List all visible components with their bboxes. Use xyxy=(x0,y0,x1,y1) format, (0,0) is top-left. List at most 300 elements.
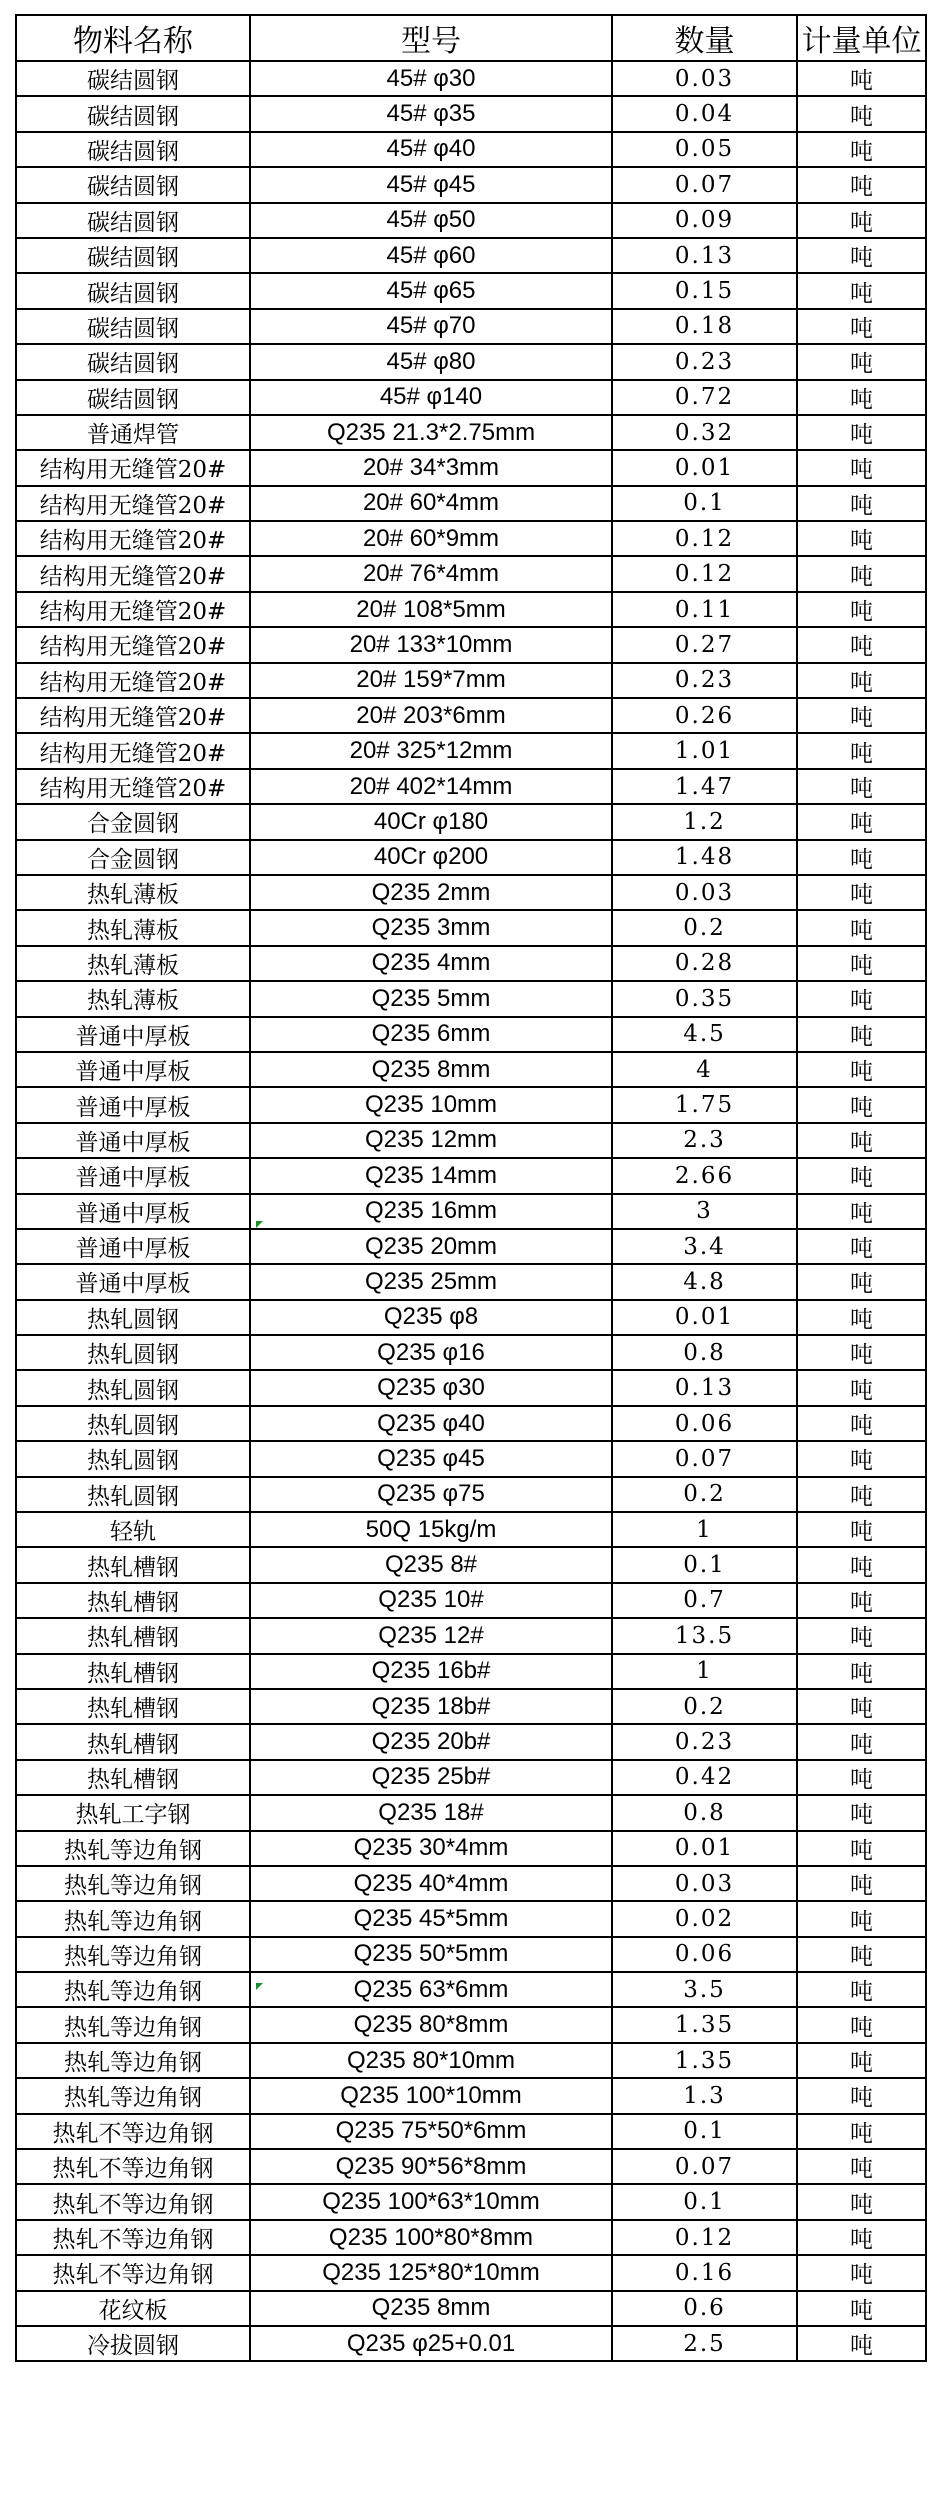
cell-unit[interactable]: 吨 xyxy=(797,698,926,733)
cell-quantity[interactable]: 0.2 xyxy=(612,1689,797,1724)
cell-quantity[interactable]: 1.2 xyxy=(612,804,797,839)
cell-quantity[interactable]: 0.1 xyxy=(612,2184,797,2219)
cell-spec[interactable]: Q235 40*4mm xyxy=(250,1866,612,1901)
cell-spec[interactable]: 20# 325*12mm xyxy=(250,733,612,768)
cell-quantity[interactable]: 0.16 xyxy=(612,2255,797,2290)
cell-spec[interactable]: Q235 75*50*6mm xyxy=(250,2114,612,2149)
cell-material-name[interactable]: 结构用无缝管20# xyxy=(16,698,250,733)
cell-unit[interactable]: 吨 xyxy=(797,486,926,521)
cell-spec[interactable]: Q235 8mm xyxy=(250,1052,612,1087)
cell-quantity[interactable]: 0.7 xyxy=(612,1583,797,1618)
cell-material-name[interactable]: 结构用无缝管20# xyxy=(16,627,250,662)
cell-material-name[interactable]: 热轧不等边角钢 xyxy=(16,2114,250,2149)
cell-quantity[interactable]: 4 xyxy=(612,1052,797,1087)
cell-material-name[interactable]: 热轧槽钢 xyxy=(16,1689,250,1724)
cell-spec[interactable]: 45# φ40 xyxy=(250,132,612,167)
cell-quantity[interactable]: 1.75 xyxy=(612,1087,797,1122)
table-row xyxy=(16,1724,926,1759)
cell-material-name[interactable]: 热轧槽钢 xyxy=(16,1654,250,1689)
cell-quantity[interactable]: 0.42 xyxy=(612,1760,797,1795)
cell-spec[interactable]: 20# 76*4mm xyxy=(250,556,612,591)
cell-quantity[interactable]: 0.27 xyxy=(612,627,797,662)
cell-spec[interactable]: Q235 18# xyxy=(250,1795,612,1830)
cell-quantity[interactable]: 0.6 xyxy=(612,2291,797,2326)
cell-unit[interactable]: 吨 xyxy=(797,1937,926,1972)
cell-spec[interactable]: 45# φ80 xyxy=(250,344,612,379)
table-row xyxy=(16,2007,926,2042)
table-row xyxy=(16,627,926,662)
cell-material-name[interactable]: 碳结圆钢 xyxy=(16,167,250,202)
cell-quantity[interactable]: 0.35 xyxy=(612,981,797,1016)
cell-spec[interactable]: 20# 60*4mm xyxy=(250,486,612,521)
cell-material-name[interactable]: 碳结圆钢 xyxy=(16,309,250,344)
cell-spec[interactable]: Q235 φ30 xyxy=(250,1370,612,1405)
cell-spec[interactable]: Q235 8# xyxy=(250,1547,612,1582)
cell-spec[interactable]: Q235 2mm xyxy=(250,875,612,910)
cell-quantity[interactable]: 0.23 xyxy=(612,1724,797,1759)
cell-material-name[interactable]: 热轧等边角钢 xyxy=(16,2078,250,2113)
cell-unit[interactable]: 吨 xyxy=(797,1264,926,1299)
cell-quantity[interactable]: 2.5 xyxy=(612,2326,797,2361)
cell-spec[interactable]: 40Cr φ200 xyxy=(250,840,612,875)
cell-spec[interactable]: 45# φ70 xyxy=(250,309,612,344)
cell-spec[interactable]: 20# 108*5mm xyxy=(250,592,612,627)
cell-spec[interactable]: 45# φ65 xyxy=(250,273,612,308)
cell-unit[interactable]: 吨 xyxy=(797,1831,926,1866)
cell-unit[interactable]: 吨 xyxy=(797,875,926,910)
cell-material-name[interactable]: 热轧槽钢 xyxy=(16,1618,250,1653)
cell-quantity[interactable]: 0.09 xyxy=(612,203,797,238)
cell-material-name[interactable]: 热轧圆钢 xyxy=(16,1370,250,1405)
cell-spec[interactable]: Q235 20mm xyxy=(250,1229,612,1264)
table-row xyxy=(16,1654,926,1689)
cell-unit[interactable]: 吨 xyxy=(797,804,926,839)
table-row xyxy=(16,2043,926,2078)
cell-spec[interactable]: Q235 3mm xyxy=(250,910,612,945)
table-row xyxy=(16,592,926,627)
cell-quantity[interactable]: 0.23 xyxy=(612,663,797,698)
cell-spec[interactable]: Q235 100*80*8mm xyxy=(250,2220,612,2255)
cell-quantity[interactable]: 0.8 xyxy=(612,1795,797,1830)
cell-unit[interactable]: 吨 xyxy=(797,344,926,379)
cell-quantity[interactable]: 0.12 xyxy=(612,556,797,591)
cell-spec[interactable]: Q235 80*10mm xyxy=(250,2043,612,2078)
cell-unit[interactable]: 吨 xyxy=(797,1901,926,1936)
cell-spec[interactable]: 20# 34*3mm xyxy=(250,450,612,485)
cell-unit[interactable]: 吨 xyxy=(797,1618,926,1653)
cell-quantity[interactable]: 0.72 xyxy=(612,380,797,415)
cell-spec[interactable]: Q235 φ75 xyxy=(250,1477,612,1512)
cell-quantity[interactable]: 1.01 xyxy=(612,733,797,768)
cell-material-name[interactable]: 热轧等边角钢 xyxy=(16,1831,250,1866)
cell-unit[interactable]: 吨 xyxy=(797,238,926,273)
cell-spec[interactable]: 20# 133*10mm xyxy=(250,627,612,662)
cell-quantity[interactable]: 0.28 xyxy=(612,946,797,981)
cell-material-name[interactable]: 热轧薄板 xyxy=(16,946,250,981)
cell-spec[interactable]: Q235 8mm xyxy=(250,2291,612,2326)
cell-quantity[interactable]: 0.03 xyxy=(612,875,797,910)
cell-quantity[interactable]: 4.8 xyxy=(612,1264,797,1299)
cell-spec[interactable]: Q235 25b# xyxy=(250,1760,612,1795)
cell-unit[interactable]: 吨 xyxy=(797,910,926,945)
cell-spec[interactable]: 20# 203*6mm xyxy=(250,698,612,733)
cell-spec[interactable]: Q235 φ8 xyxy=(250,1300,612,1335)
cell-spec[interactable]: Q235 14mm xyxy=(250,1158,612,1193)
cell-comment-marker xyxy=(256,1983,263,1990)
cell-material-name[interactable]: 热轧薄板 xyxy=(16,910,250,945)
cell-material-name[interactable]: 结构用无缝管20# xyxy=(16,769,250,804)
cell-material-name[interactable]: 普通中厚板 xyxy=(16,1017,250,1052)
cell-material-name[interactable]: 碳结圆钢 xyxy=(16,96,250,131)
cell-material-name[interactable]: 碳结圆钢 xyxy=(16,344,250,379)
table-row xyxy=(16,1547,926,1582)
cell-material-name[interactable]: 结构用无缝管20# xyxy=(16,521,250,556)
table-row xyxy=(16,1689,926,1724)
cell-spec[interactable]: Q235 6mm xyxy=(250,1017,612,1052)
cell-material-name[interactable]: 碳结圆钢 xyxy=(16,238,250,273)
header-material-name[interactable]: 物料名称 xyxy=(16,15,250,61)
cell-unit[interactable]: 吨 xyxy=(797,1370,926,1405)
cell-unit[interactable]: 吨 xyxy=(797,2043,926,2078)
cell-unit[interactable]: 吨 xyxy=(797,1335,926,1370)
cell-unit[interactable]: 吨 xyxy=(797,1795,926,1830)
cell-unit[interactable]: 吨 xyxy=(797,1512,926,1547)
cell-unit[interactable]: 吨 xyxy=(797,1406,926,1441)
cell-unit[interactable]: 吨 xyxy=(797,1087,926,1122)
cell-unit[interactable]: 吨 xyxy=(797,203,926,238)
cell-material-name[interactable]: 碳结圆钢 xyxy=(16,380,250,415)
cell-unit[interactable]: 吨 xyxy=(797,1654,926,1689)
cell-spec[interactable]: 50Q 15kg/m xyxy=(250,1512,612,1547)
cell-quantity[interactable]: 0.07 xyxy=(612,2149,797,2184)
cell-spec[interactable]: Q235 12mm xyxy=(250,1123,612,1158)
cell-quantity[interactable]: 3.4 xyxy=(612,1229,797,1264)
cell-unit[interactable]: 吨 xyxy=(797,556,926,591)
cell-spec[interactable]: Q235 45*5mm xyxy=(250,1901,612,1936)
cell-unit[interactable]: 吨 xyxy=(797,840,926,875)
cell-quantity[interactable]: 0.12 xyxy=(612,2220,797,2255)
cell-material-name[interactable]: 热轧薄板 xyxy=(16,981,250,1016)
cell-unit[interactable]: 吨 xyxy=(797,946,926,981)
cell-spec[interactable]: Q235 80*8mm xyxy=(250,2007,612,2042)
cell-quantity[interactable]: 1.48 xyxy=(612,840,797,875)
cell-quantity[interactable]: 0.1 xyxy=(612,486,797,521)
table-row xyxy=(16,1194,926,1229)
cell-unit[interactable]: 吨 xyxy=(797,2078,926,2113)
table-row xyxy=(16,132,926,167)
cell-unit[interactable]: 吨 xyxy=(797,2184,926,2219)
table-row xyxy=(16,804,926,839)
table-row xyxy=(16,521,926,556)
cell-unit[interactable]: 吨 xyxy=(797,132,926,167)
cell-unit[interactable]: 吨 xyxy=(797,1052,926,1087)
cell-spec[interactable]: Q235 10mm xyxy=(250,1087,612,1122)
table-row xyxy=(16,1087,926,1122)
cell-quantity[interactable]: 0.03 xyxy=(612,1866,797,1901)
cell-spec[interactable]: Q235 16mm xyxy=(250,1194,612,1229)
cell-material-name[interactable]: 花纹板 xyxy=(16,2291,250,2326)
cell-material-name[interactable]: 热轧等边角钢 xyxy=(16,1972,250,2007)
cell-material-name[interactable]: 碳结圆钢 xyxy=(16,132,250,167)
cell-material-name[interactable]: 热轧圆钢 xyxy=(16,1406,250,1441)
cell-spec[interactable]: 20# 159*7mm xyxy=(250,663,612,698)
table-row xyxy=(16,1264,926,1299)
table-row xyxy=(16,96,926,131)
cell-spec[interactable]: Q235 20b# xyxy=(250,1724,612,1759)
cell-quantity[interactable]: 0.1 xyxy=(612,1547,797,1582)
cell-spec[interactable]: 20# 60*9mm xyxy=(250,521,612,556)
table-row xyxy=(16,2184,926,2219)
cell-unit[interactable]: 吨 xyxy=(797,61,926,96)
cell-spec[interactable]: 45# φ45 xyxy=(250,167,612,202)
cell-spec[interactable]: Q235 12# xyxy=(250,1618,612,1653)
cell-material-name[interactable]: 普通中厚板 xyxy=(16,1264,250,1299)
table-row xyxy=(16,875,926,910)
cell-quantity[interactable]: 0.01 xyxy=(612,1300,797,1335)
table-row xyxy=(16,1831,926,1866)
cell-material-name[interactable]: 热轧圆钢 xyxy=(16,1477,250,1512)
table-row xyxy=(16,2114,926,2149)
cell-quantity[interactable]: 0.8 xyxy=(612,1335,797,1370)
cell-unit[interactable]: 吨 xyxy=(797,1760,926,1795)
cell-unit[interactable]: 吨 xyxy=(797,450,926,485)
cell-material-name[interactable]: 结构用无缝管20# xyxy=(16,663,250,698)
cell-unit[interactable]: 吨 xyxy=(797,415,926,450)
cell-quantity[interactable]: 1.3 xyxy=(612,2078,797,2113)
cell-unit[interactable]: 吨 xyxy=(797,981,926,1016)
cell-spec[interactable]: Q235 21.3*2.75mm xyxy=(250,415,612,450)
cell-material-name[interactable]: 普通中厚板 xyxy=(16,1123,250,1158)
cell-spec[interactable]: Q235 4mm xyxy=(250,946,612,981)
cell-unit[interactable]: 吨 xyxy=(797,592,926,627)
cell-unit[interactable]: 吨 xyxy=(797,627,926,662)
cell-material-name[interactable]: 热轧等边角钢 xyxy=(16,2007,250,2042)
table-row xyxy=(16,273,926,308)
cell-material-name[interactable]: 热轧等边角钢 xyxy=(16,2043,250,2078)
cell-quantity[interactable]: 0.11 xyxy=(612,592,797,627)
cell-unit[interactable]: 吨 xyxy=(797,1300,926,1335)
table-row xyxy=(16,769,926,804)
cell-spec[interactable]: Q235 63*6mm xyxy=(250,1972,612,2007)
cell-material-name[interactable]: 热轧圆钢 xyxy=(16,1441,250,1476)
cell-quantity[interactable]: 0.18 xyxy=(612,309,797,344)
cell-unit[interactable]: 吨 xyxy=(797,96,926,131)
cell-material-name[interactable]: 碳结圆钢 xyxy=(16,203,250,238)
cell-unit[interactable]: 吨 xyxy=(797,1547,926,1582)
table-row xyxy=(16,1760,926,1795)
cell-material-name[interactable]: 碳结圆钢 xyxy=(16,61,250,96)
cell-quantity[interactable]: 0.06 xyxy=(612,1937,797,1972)
cell-material-name[interactable]: 冷拔圆钢 xyxy=(16,2326,250,2361)
cell-material-name[interactable]: 普通中厚板 xyxy=(16,1158,250,1193)
cell-quantity[interactable]: 0.02 xyxy=(612,1901,797,1936)
cell-quantity[interactable]: 3 xyxy=(612,1194,797,1229)
cell-quantity[interactable]: 1 xyxy=(612,1512,797,1547)
header-unit[interactable]: 计量单位 xyxy=(797,15,926,61)
cell-unit[interactable]: 吨 xyxy=(797,2149,926,2184)
cell-material-name[interactable]: 普通中厚板 xyxy=(16,1087,250,1122)
cell-material-name[interactable]: 结构用无缝管20# xyxy=(16,450,250,485)
cell-material-name[interactable]: 热轧等边角钢 xyxy=(16,1866,250,1901)
cell-quantity[interactable]: 0.01 xyxy=(612,1831,797,1866)
header-spec[interactable]: 型号 xyxy=(250,15,612,61)
cell-material-name[interactable]: 热轧不等边角钢 xyxy=(16,2149,250,2184)
cell-unit[interactable]: 吨 xyxy=(797,1229,926,1264)
cell-material-name[interactable]: 热轧薄板 xyxy=(16,875,250,910)
cell-unit[interactable]: 吨 xyxy=(797,1194,926,1229)
cell-material-name[interactable]: 热轧工字钢 xyxy=(16,1795,250,1830)
table-row xyxy=(16,698,926,733)
cell-spec[interactable]: 45# φ35 xyxy=(250,96,612,131)
table-row xyxy=(16,1512,926,1547)
cell-quantity[interactable]: 2.66 xyxy=(612,1158,797,1193)
cell-unit[interactable]: 吨 xyxy=(797,1477,926,1512)
cell-quantity[interactable]: 0.05 xyxy=(612,132,797,167)
cell-quantity[interactable]: 0.03 xyxy=(612,61,797,96)
cell-spec[interactable]: 45# φ60 xyxy=(250,238,612,273)
cell-spec[interactable]: Q235 16b# xyxy=(250,1654,612,1689)
cell-quantity[interactable]: 0.13 xyxy=(612,1370,797,1405)
cell-material-name[interactable]: 普通中厚板 xyxy=(16,1052,250,1087)
cell-material-name[interactable]: 热轧圆钢 xyxy=(16,1335,250,1370)
table-row xyxy=(16,1441,926,1476)
cell-material-name[interactable]: 结构用无缝管20# xyxy=(16,556,250,591)
cell-unit[interactable]: 吨 xyxy=(797,309,926,344)
cell-quantity[interactable]: 0.32 xyxy=(612,415,797,450)
cell-unit[interactable]: 吨 xyxy=(797,167,926,202)
cell-quantity[interactable]: 1 xyxy=(612,1654,797,1689)
cell-unit[interactable]: 吨 xyxy=(797,2220,926,2255)
cell-spec[interactable]: Q235 30*4mm xyxy=(250,1831,612,1866)
cell-quantity[interactable]: 0.15 xyxy=(612,273,797,308)
cell-material-name[interactable]: 热轧等边角钢 xyxy=(16,1901,250,1936)
cell-unit[interactable]: 吨 xyxy=(797,2114,926,2149)
cell-quantity[interactable]: 0.07 xyxy=(612,1441,797,1476)
table-row xyxy=(16,1618,926,1653)
cell-quantity[interactable]: 0.06 xyxy=(612,1406,797,1441)
cell-material-name[interactable]: 热轧槽钢 xyxy=(16,1583,250,1618)
cell-quantity[interactable]: 0.13 xyxy=(612,238,797,273)
cell-quantity[interactable]: 0.1 xyxy=(612,2114,797,2149)
cell-spec[interactable]: Q235 90*56*8mm xyxy=(250,2149,612,2184)
table-row xyxy=(16,1406,926,1441)
cell-unit[interactable]: 吨 xyxy=(797,1158,926,1193)
cell-unit[interactable]: 吨 xyxy=(797,1583,926,1618)
cell-unit[interactable]: 吨 xyxy=(797,2326,926,2361)
cell-spec[interactable]: Q235 φ25+0.01 xyxy=(250,2326,612,2361)
cell-material-name[interactable]: 结构用无缝管20# xyxy=(16,733,250,768)
cell-spec[interactable]: Q235 18b# xyxy=(250,1689,612,1724)
cell-spec[interactable]: Q235 φ40 xyxy=(250,1406,612,1441)
table-row xyxy=(16,309,926,344)
cell-material-name[interactable]: 热轧槽钢 xyxy=(16,1547,250,1582)
cell-material-name[interactable]: 普通中厚板 xyxy=(16,1194,250,1229)
cell-unit[interactable]: 吨 xyxy=(797,1689,926,1724)
cell-spec[interactable]: 20# 402*14mm xyxy=(250,769,612,804)
cell-quantity[interactable]: 0.01 xyxy=(612,450,797,485)
table-row xyxy=(16,2149,926,2184)
cell-quantity[interactable]: 4.5 xyxy=(612,1017,797,1052)
table-row xyxy=(16,2220,926,2255)
cell-material-name[interactable]: 热轧槽钢 xyxy=(16,1760,250,1795)
cell-unit[interactable]: 吨 xyxy=(797,769,926,804)
cell-material-name[interactable]: 普通中厚板 xyxy=(16,1229,250,1264)
cell-quantity[interactable]: 0.04 xyxy=(612,96,797,131)
cell-unit[interactable]: 吨 xyxy=(797,1123,926,1158)
cell-quantity[interactable]: 0.26 xyxy=(612,698,797,733)
cell-unit[interactable]: 吨 xyxy=(797,1866,926,1901)
table-row xyxy=(16,1477,926,1512)
cell-material-name[interactable]: 热轧不等边角钢 xyxy=(16,2220,250,2255)
cell-quantity[interactable]: 2.3 xyxy=(612,1123,797,1158)
cell-quantity[interactable]: 1.35 xyxy=(612,2007,797,2042)
cell-unit[interactable]: 吨 xyxy=(797,2255,926,2290)
cell-material-name[interactable]: 热轧不等边角钢 xyxy=(16,2255,250,2290)
cell-quantity[interactable]: 0.2 xyxy=(612,1477,797,1512)
cell-unit[interactable]: 吨 xyxy=(797,1441,926,1476)
cell-material-name[interactable]: 普通焊管 xyxy=(16,415,250,450)
cell-quantity[interactable]: 0.2 xyxy=(612,910,797,945)
cell-unit[interactable]: 吨 xyxy=(797,1972,926,2007)
cell-spec[interactable]: Q235 φ16 xyxy=(250,1335,612,1370)
cell-material-name[interactable]: 合金圆钢 xyxy=(16,804,250,839)
cell-material-name[interactable]: 结构用无缝管20# xyxy=(16,592,250,627)
cell-material-name[interactable]: 热轧不等边角钢 xyxy=(16,2184,250,2219)
table-row xyxy=(16,203,926,238)
cell-spec[interactable]: Q235 10# xyxy=(250,1583,612,1618)
cell-spec[interactable]: Q235 5mm xyxy=(250,981,612,1016)
cell-material-name[interactable]: 热轧槽钢 xyxy=(16,1724,250,1759)
cell-unit[interactable]: 吨 xyxy=(797,380,926,415)
cell-spec[interactable]: Q235 φ45 xyxy=(250,1441,612,1476)
cell-material-name[interactable]: 热轧等边角钢 xyxy=(16,1937,250,1972)
cell-quantity[interactable]: 0.12 xyxy=(612,521,797,556)
cell-spec[interactable]: 40Cr φ180 xyxy=(250,804,612,839)
cell-spec[interactable]: 45# φ50 xyxy=(250,203,612,238)
cell-spec[interactable]: Q235 125*80*10mm xyxy=(250,2255,612,2290)
cell-spec[interactable]: 45# φ140 xyxy=(250,380,612,415)
cell-quantity[interactable]: 0.23 xyxy=(612,344,797,379)
cell-spec[interactable]: Q235 100*10mm xyxy=(250,2078,612,2113)
cell-unit[interactable]: 吨 xyxy=(797,521,926,556)
cell-unit[interactable]: 吨 xyxy=(797,1017,926,1052)
cell-quantity[interactable]: 3.5 xyxy=(612,1972,797,2007)
header-quantity[interactable]: 数量 xyxy=(612,15,797,61)
table-row xyxy=(16,946,926,981)
cell-spec[interactable]: 45# φ30 xyxy=(250,61,612,96)
cell-material-name[interactable]: 热轧圆钢 xyxy=(16,1300,250,1335)
cell-quantity[interactable]: 13.5 xyxy=(612,1618,797,1653)
cell-quantity[interactable]: 1.35 xyxy=(612,2043,797,2078)
cell-unit[interactable]: 吨 xyxy=(797,733,926,768)
cell-spec[interactable]: Q235 100*63*10mm xyxy=(250,2184,612,2219)
table-row xyxy=(16,1229,926,1264)
cell-material-name[interactable]: 碳结圆钢 xyxy=(16,273,250,308)
cell-unit[interactable]: 吨 xyxy=(797,2291,926,2326)
cell-material-name[interactable]: 合金圆钢 xyxy=(16,840,250,875)
cell-material-name[interactable]: 轻轨 xyxy=(16,1512,250,1547)
cell-unit[interactable]: 吨 xyxy=(797,2007,926,2042)
cell-unit[interactable]: 吨 xyxy=(797,1724,926,1759)
cell-unit[interactable]: 吨 xyxy=(797,663,926,698)
cell-material-name[interactable]: 结构用无缝管20# xyxy=(16,486,250,521)
cell-unit[interactable]: 吨 xyxy=(797,273,926,308)
cell-quantity[interactable]: 0.07 xyxy=(612,167,797,202)
cell-quantity[interactable]: 1.47 xyxy=(612,769,797,804)
table-row xyxy=(16,1972,926,2007)
cell-spec[interactable]: Q235 25mm xyxy=(250,1264,612,1299)
cell-spec[interactable]: Q235 50*5mm xyxy=(250,1937,612,1972)
